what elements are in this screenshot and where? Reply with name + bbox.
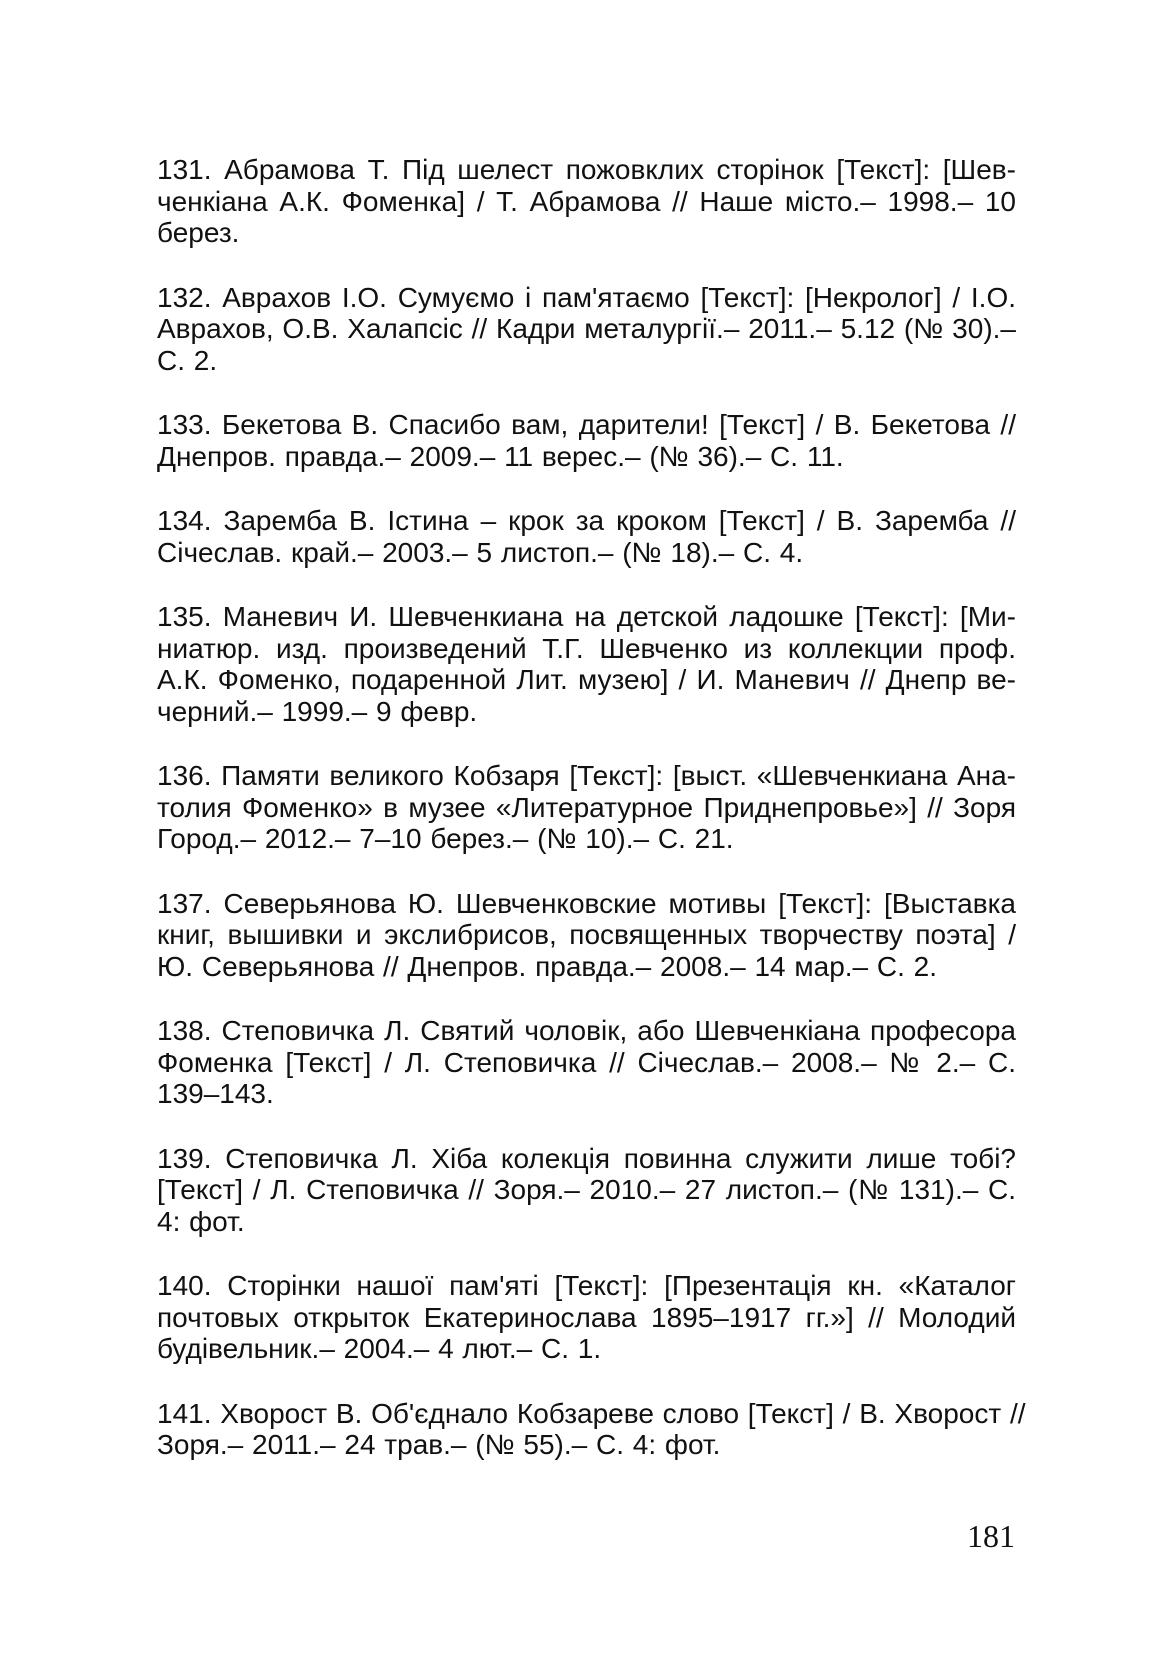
entry-line: 138. Степовичка Л. Святий чоловік, або Шевченкіана професора <box>157 1015 1016 1046</box>
entry-line: А.К. Фоменко, подаренной Лит. музею] / И. Маневич // Днепр ве- <box>157 664 1016 695</box>
entry-line: Город.– 2012.– 7–10 берез.– (№ 10).– С. 21. <box>157 823 734 854</box>
entry-line: 136. Памяти великого Кобзаря [Текст]: [выст. «Шевченкиана Ана- <box>157 760 1016 791</box>
entry-line: 137. Северьянова Ю. Шевченковские мотивы [Текст]: [Выставка <box>157 887 1016 919</box>
entry-line: Зоря.– 2011.– 24 трав.– (№ 55).– С. 4: фот. <box>157 1429 721 1460</box>
entry-line: Аврахов, О.В. Халапсіс // Кадри металургії.– 2011.– 5.12 (№ 30).– <box>157 313 1016 344</box>
entry-line: 132. Аврахов І.О. Сумуємо і пам'ятаємо [Текст]: [Некролог] / І.О. <box>157 281 1016 313</box>
entry-line: 131. Абрамова Т. Під шелест пожовклих сторінок [Текст]: [Шев- <box>157 154 1016 185</box>
entry-line: 139. Степовичка Л. Хіба колекція повинна служити лише тобі? <box>157 1142 1016 1174</box>
bibliography-entry-133 <box>157 409 1016 472</box>
entry-line: черний.– 1999.– 9 февр. <box>157 695 478 727</box>
bibliography-entry-136 <box>157 760 1016 855</box>
entry-line: берез. <box>157 217 240 248</box>
bibliography-entry-137 <box>157 888 1016 983</box>
entry-line: 133. Бекетова В. Спасибо вам, дарители! [Текст] / В. Бекетова // <box>157 409 1016 440</box>
entry-line: 4: фот. <box>157 1205 245 1237</box>
entry-line: 139–143. <box>157 1078 274 1109</box>
entry-line: Ю. Северьянова // Днепров. правда.– 2008.– 14 мар.– С. 2. <box>157 950 938 982</box>
entry-line: будівельник.– 2004.– 4 лют.– С. 1. <box>157 1333 602 1364</box>
entry-line: Січеслав. край.– 2003.– 5 листоп.– (№ 18).– С. 4. <box>157 536 804 568</box>
entry-line: 140. Сторінки нашої пам'яті [Текст]: [Презентація кн. «Каталог <box>157 1270 1016 1301</box>
entry-line: 135. Маневич И. Шевченкиана на детской ладошке [Текст]: [Ми- <box>157 601 1016 632</box>
bibliography-entry-132 <box>157 282 1016 377</box>
entry-line: почтовых открыток Екатеринослава 1895–1917 гг.»] // Молодий <box>157 1301 1016 1333</box>
entry-line: 134. Заремба В. Істина – крок за кроком [Текст] / В. Заремба // <box>157 505 1016 536</box>
bibliography-entry-140 <box>157 1270 1016 1365</box>
entry-line: 141. Хворост В. Об'єднало Кобзареве слово [Текст] / В. Хворост // <box>157 1397 1026 1429</box>
entry-line: Днепров. правда.– 2009.– 11 верес.– (№ 36).– С. 11. <box>157 440 844 472</box>
entry-line: ниатюр. изд. произведений Т.Г. Шевченко из коллекции проф. <box>157 632 1016 664</box>
bibliography-entry-139 <box>157 1143 1016 1238</box>
bibliography-entry-138 <box>157 1015 1016 1110</box>
bibliography-entry-135 <box>157 601 1016 727</box>
entry-line: ченкіана А.К. Фоменка] / Т. Абрамова // Наше місто.– 1998.– 10 <box>157 185 1016 217</box>
bibliography-entry-141 <box>157 1397 1026 1461</box>
entry-line: С. 2. <box>157 344 218 376</box>
bibliography-entry-131 <box>157 154 1016 249</box>
entry-line: толия Фоменко» в музее «Литературное Приднепровье»] // Зоря <box>157 791 1016 823</box>
bibliography-entry-134 <box>157 505 1016 568</box>
entry-line: [Текст] / Л. Степовичка // Зоря.– 2010.– 27 листоп.– (№ 131).– С. <box>157 1174 1016 1205</box>
page-number: 181 <box>967 1518 1015 1554</box>
bibliography-list <box>157 154 1026 1494</box>
entry-line: Фоменка [Текст] / Л. Степовичка // Січеслав.– 2008.– № 2.– С. <box>157 1046 1016 1078</box>
entry-line: книг, вышивки и экслибрисов, посвященных творчеству поэта] / <box>157 919 1016 950</box>
